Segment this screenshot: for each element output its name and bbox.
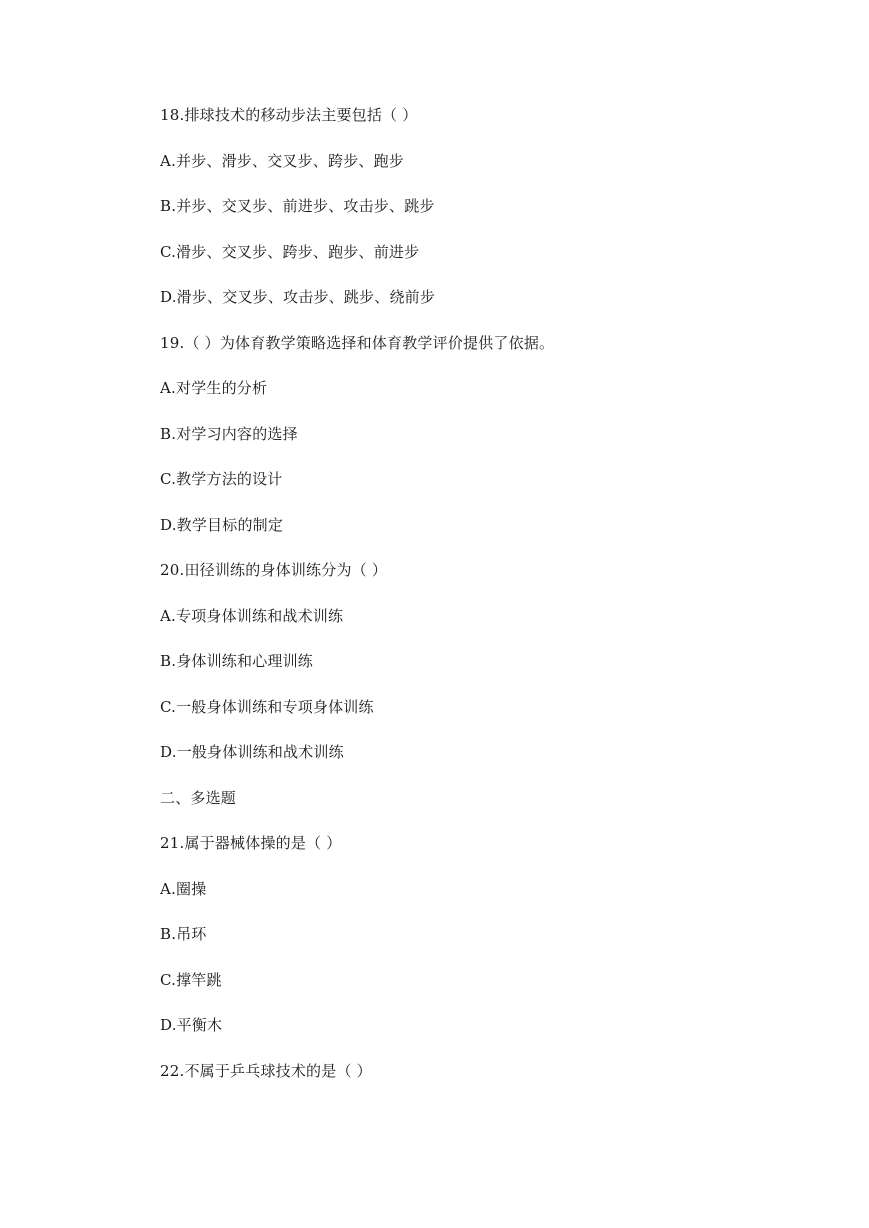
- question-20-option-a: A.专项身体训练和战术训练: [160, 607, 344, 625]
- question-20-option-d: D.一般身体训练和战术训练: [160, 743, 344, 761]
- question-21-option-c: C.撑竿跳: [160, 971, 222, 989]
- question-20-stem: 20.田径训练的身体训练分为（ ）: [160, 561, 388, 579]
- question-19-option-d: D.教学目标的制定: [160, 516, 284, 534]
- question-18-option-a: A.并步、滑步、交叉步、跨步、跑步: [160, 152, 405, 170]
- question-18-option-b: B.并步、交叉步、前进步、攻击步、跳步: [160, 197, 435, 215]
- question-21-stem: 21.属于器械体操的是（ ）: [160, 834, 342, 852]
- section-heading-multiple-choice: 二、多选题: [160, 789, 237, 807]
- question-20-option-b: B.身体训练和心理训练: [160, 652, 313, 670]
- question-19-option-c: C.教学方法的设计: [160, 470, 283, 488]
- question-22-stem: 22.不属于乒乓球技术的是（ ）: [160, 1062, 372, 1080]
- question-18-stem: 18.排球技术的移动步法主要包括（ ）: [160, 106, 418, 124]
- question-20-option-c: C.一般身体训练和专项身体训练: [160, 698, 374, 716]
- question-21-option-b: B.吊环: [160, 925, 207, 943]
- question-18-option-d: D.滑步、交叉步、攻击步、跳步、绕前步: [160, 288, 436, 306]
- question-21-option-a: A.圈操: [160, 880, 207, 898]
- question-19-stem: 19.（ ）为体育教学策略选择和体育教学评价提供了依据。: [160, 334, 555, 352]
- question-21-option-d: D.平衡木: [160, 1016, 223, 1034]
- question-19-option-b: B.对学习内容的选择: [160, 425, 298, 443]
- question-19-option-a: A.对学生的分析: [160, 379, 268, 397]
- question-18-option-c: C.滑步、交叉步、跨步、跑步、前进步: [160, 243, 420, 261]
